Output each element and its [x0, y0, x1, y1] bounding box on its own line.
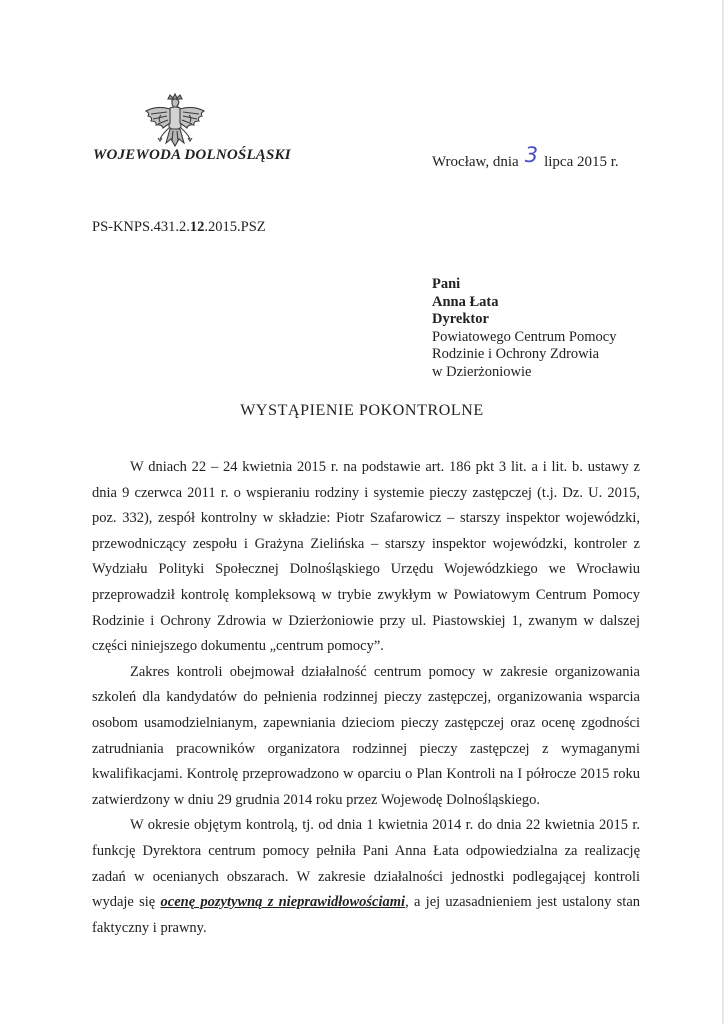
paragraph-1: W dniach 22 – 24 kwietnia 2015 r. na podstawie art. 186 pkt 3 lit. a i lit. b. ustawy z dnia 9 czerwca 2011 r. o wspieraniu rodziny i systemie pieczy zastępczej (t.j. Dz. U. 2015, poz. 332), zespół kontrolny w składzie: Piotr Szafarowicz – starszy inspektor wojewódzki, przewodniczący zespołu i Grażyna Zielińska – starszy inspektor wojewódzki, kontroler z Wydziału Polityki Społecznej Dolnośląskiego Urzędu Wojewódzkiego we Wrocławiu przeprowadził kontrolę kompleksową w trybie zwykłym w Powiatowym Centrum Pomocy Rodzinie i Ochrony Zdrowia w Dzierżoniowie przy ul. Piastowskiej 1, zwanym w dalszej części niniejszego dokumentu „centrum pomocy”. — [92, 459, 640, 655]
recipient-salutation: Pani — [432, 276, 461, 292]
recipient-name: Anna Łata — [432, 293, 499, 310]
assessment-emphasis: ocenę pozytywną z nieprawidłowościami — [160, 894, 406, 911]
paragraph-3-start: W okresie objętym kontrolą, tj. od dnia 1 kwietnia 2014 r. do dnia 22 kwietnia 2015 r. funkcję Dyrektora centrum pomocy pełniła Pani Anna Łata odpowiedzialna za realizację zadań w ocenianych obszarach. W zakresie działalności jednostki podlegającej kontroli wydaje się — [92, 817, 640, 911]
recipient-org-line-2: Rodzinie i Ochrony Zdrowia — [432, 346, 600, 362]
reference-number — [92, 219, 266, 236]
reference-bold-part: 12 — [189, 219, 205, 235]
polish-eagle-emblem-icon — [143, 93, 207, 155]
document-body — [92, 455, 640, 941]
reference-suffix: .2015.PSZ — [204, 219, 266, 235]
recipient-org-line-3: w Dzierżoniowie — [432, 363, 532, 380]
date-day-handwritten: 3 — [524, 143, 539, 167]
reference-prefix: PS-KNPS.431.2. — [92, 219, 190, 235]
recipient-block — [432, 276, 616, 381]
paragraph-2: Zakres kontroli obejmował działalność centrum pomocy w zakresie organizowania szkoleń dla kandydatów do pełnienia rodzinnej pieczy zastępczej, organizowania wsparcia osobom usamodzielnianym, zapewniania dzieciom pieczy zastępczej oraz ocenę zgodności zatrudniania pracowników organizatora rodzinnej pieczy zastępczej z wymaganymi kwalifikacjami. Kontrolę przeprowadzono w oparciu o Plan Kontroli na I półrocze 2015 roku zatwierdzony w dniu 29 grudnia 2014 roku przez Wojewodę Dolnośląskiego. — [92, 663, 640, 808]
date-prefix: Wrocław, dnia — [432, 154, 519, 170]
paragraph-3-end: , a jej uzasadnieniem jest ustalony stan faktyczny i prawny. — [92, 894, 641, 936]
issuer-name: WOJEWODA DOLNOŚLĄSKI — [93, 147, 291, 163]
recipient-role: Dyrektor — [432, 311, 489, 327]
date-line — [432, 143, 619, 171]
document-title: WYSTĄPIENIE POKONTROLNE — [240, 402, 484, 419]
date-suffix: lipca 2015 r. — [544, 154, 619, 170]
recipient-org-line-1: Powiatowego Centrum Pomocy — [432, 328, 617, 345]
paragraph-3 — [92, 813, 640, 941]
